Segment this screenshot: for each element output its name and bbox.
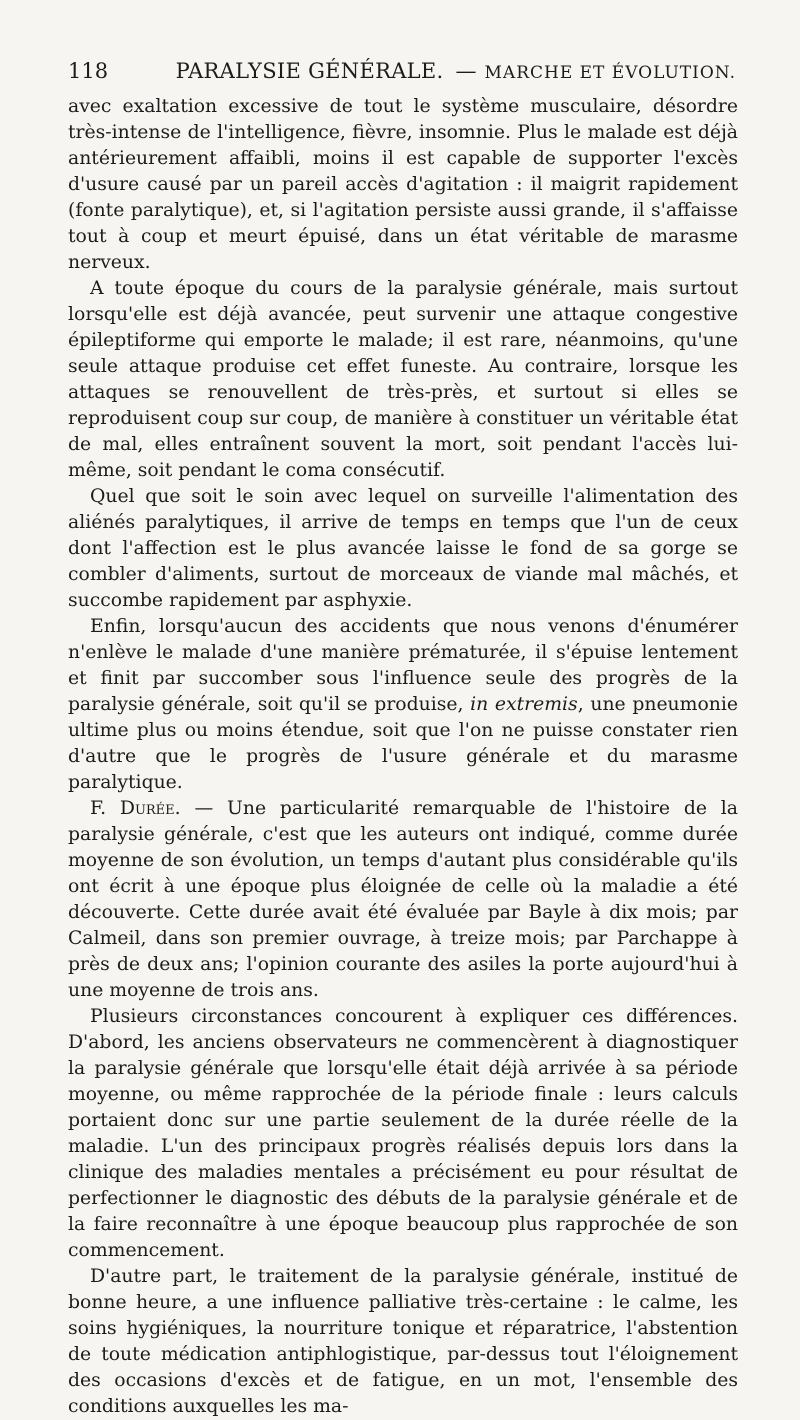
section-title: MARCHE ET ÉVOLUTION. (484, 63, 736, 83)
body-text (68, 94, 738, 1420)
subsection-label: F. Durée. (90, 798, 181, 819)
paragraph-6: Plusieurs circonstances concourent à expliquer ces différences. D'abord, les anciens observateurs ne commencèrent à diagnostiquer la paralysie générale que lorsqu'elle était déjà arrivée à sa période moyenne, ou même rapprochée de la période finale : leurs calculs portaient donc sur une partie seulement de la durée réelle de la maladie. L'un des principaux progrès réalisés depuis lors dans la clinique des maladies mentales a précisément eu pour résultat de perfectionner le diagnostic des débuts de la paralysie générale et de la faire reconnaître à une époque beaucoup plus rapprochée de son commencement. (68, 1006, 738, 1261)
paragraph-7: D'autre part, le traitement de la paralysie générale, institué de bonne heure, a une influence palliative très-certaine : le calme, les soins hygiéniques, la nourriture tonique et réparatrice, l'abstention de toute médication antiphlogistique, par-dessus tout l'éloignement des occasions d'excès et de fatigue, en un mot, l'ensemble des conditions auxquelles les ma- (68, 1266, 738, 1417)
latin-phrase: in extremis (470, 694, 578, 715)
page-header (68, 58, 736, 86)
paragraph-4-text-a: Enfin, lorsqu'aucun des accidents que nous venons d'énumérer n'enlève le malade d'une manière prématurée, il s'épuise lentement et finit par succomber sous l'influence seule des progrès de la paralysie générale, soit qu'il se produise, (68, 616, 738, 715)
paragraph-1: avec exaltation excessive de tout le système musculaire, désordre très-intense de l'intelligence, fièvre, insomnie. Plus le malade est déjà antérieurement affaibli, moins il est capable de supporter l'excès d'usure causé par un pareil accès d'agitation : il maigrit rapidement (fonte paralytique), et, si l'agitation persiste aussi grande, il s'affaisse tout à coup et meurt épuisé, dans un état véritable de marasme nerveux. (68, 96, 738, 273)
header-separator: — (455, 59, 477, 83)
running-title: PARALYSIE GÉNÉRALE. (175, 59, 444, 83)
paragraph-3: Quel que soit le soin avec lequel on surveille l'alimentation des aliénés paralytiques, il arrive de temps en temps que l'un de ceux dont l'affection est le plus avancée laisse le fond de sa gorge se combler d'aliments, surtout de morceaux de viande mal mâchés, et succombe rapidement par asphyxie. (68, 486, 738, 611)
paragraph-4-text-b: , une pneumonie ultime plus ou moins étendue, soit que l'on ne puisse constater rien d'autre que le progrès de l'usure générale et du marasme paralytique. (68, 694, 738, 793)
paragraph-5-text: — Une particularité remarquable de l'histoire de la paralysie générale, c'est que les auteurs ont indiqué, comme durée moyenne de son évolution, un temps d'autant plus considérable qu'ils ont écrit à une époque plus éloignée de celle où la maladie a été découverte. Cette durée avait été évaluée par Bayle à dix mois; par Calmeil, dans son premier ouvrage, à treize mois; par Parchappe à près de deux ans; l'opinion courante des asiles la porte aujourd'hui à une moyenne de trois ans. (68, 798, 738, 1001)
page-number: 118 (68, 59, 109, 83)
paragraph-5 (68, 796, 738, 1004)
paragraph-2: A toute époque du cours de la paralysie générale, mais surtout lorsqu'elle est déjà avancée, peut survenir une attaque congestive épileptiforme qui emporte le malade; il est rare, néanmoins, qu'une seule attaque produise cet effet funeste. Au contraire, lorsque les attaques se renouvellent de très-près, et surtout si elles se reproduisent coup sur coup, de manière à constituer un véritable état de mal, elles entraînent souvent la mort, soit pendant l'accès lui-même, soit pendant le coma consécutif. (68, 278, 738, 481)
paragraph-4 (68, 614, 738, 796)
